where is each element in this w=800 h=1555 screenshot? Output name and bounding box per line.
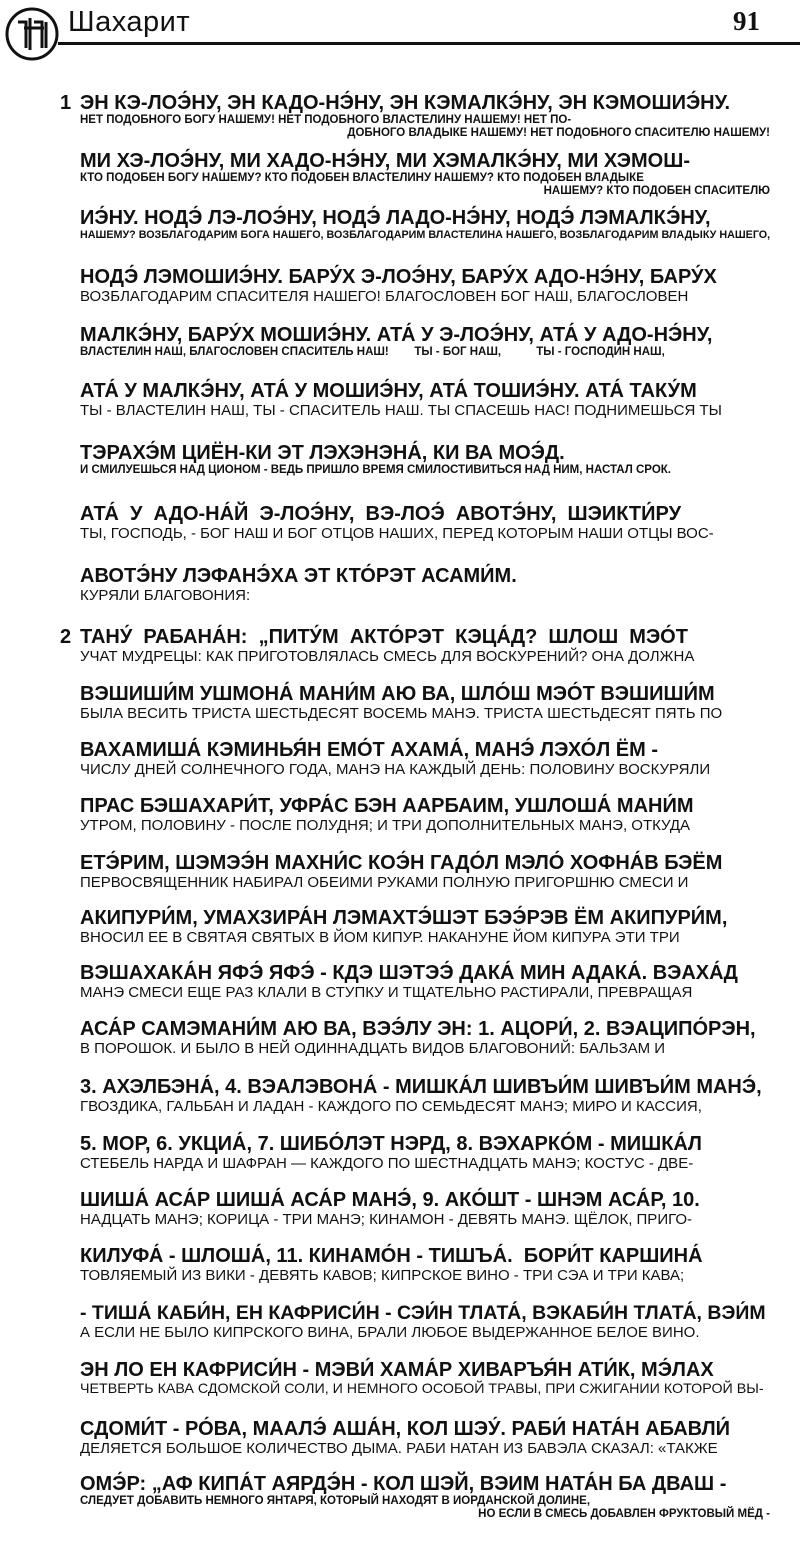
page-header (0, 0, 800, 70)
translation: СТЕБЕЛЬ НАРДА И ШАФРАН — КАЖДОГО ПО ШЕСТНАДЦАТЬ МАНЭ; КОСТУС - ДВЕ- (80, 1155, 694, 1172)
text-line (80, 442, 770, 477)
translation: ВОЗБЛАГОДАРИМ СПАСИТЕЛЯ НАШЕГО! БЛАГОСЛОВЕН БОГ НАШ, БЛАГОСЛОВЕН (80, 288, 689, 305)
transliteration: ЭН ЛО ЕН КАФРИСИ́Н - МЭВИ́ ХАМА́Р ХИВАРЪЯ́Н АТИ́К, МЭ́ЛАХ (80, 1359, 714, 1381)
text-line (80, 266, 770, 305)
transliteration: 3. АХЭЛБЭНА́, 4. ВЭАЛЭВОНА́ - МИШКА́Л ШИВЪИ́М ШИВЪИ́М МАНЭ́, (80, 1076, 762, 1098)
text-line (80, 683, 770, 722)
text-line (80, 1133, 770, 1172)
transliteration: ВАХАМИША́ КЭМИНЬЯ́Н ЕМО́Т АХАМА́, МАНЭ́ ЛЭХО́Л ЁМ - (80, 739, 659, 761)
text-line (80, 92, 770, 140)
translation: УЧАТ МУДРЕЦЫ: КАК ПРИГОТОВЛЯЛАСЬ СМЕСЬ ДЛЯ ВОСКУРЕНИЙ? ОНА ДОЛЖНА (80, 648, 695, 665)
text-line (80, 1189, 770, 1228)
text-line (80, 380, 770, 419)
translation: НАШЕМУ? ВОЗБЛАГОДАРИМ БОГА НАШЕГО, ВОЗБЛАГОДАРИМ ВЛАСТЕЛИНА НАШЕГО, ВОЗБЛАГОДАРИМ ВЛАДЫКУ НАШЕГО, (80, 229, 771, 241)
translation: А ЕСЛИ НЕ БЫЛО КИПРСКОГО ВИНА, БРАЛИ ЛЮБОЕ ВЫДЕРЖАННОЕ БЕЛОЕ ВИНО. (80, 1324, 700, 1341)
header-rule (58, 42, 800, 45)
text-line (80, 795, 770, 834)
transliteration: МАЛКЭ́НУ, БАРУ́Х МОШИЭ́НУ. АТА́ У Э-ЛОЭ́НУ, АТА́ У АДО-НЭ́НУ, (80, 324, 713, 346)
translation: БЫЛА ВЕСИТЬ ТРИСТА ШЕСТЬДЕСЯТ ВОСЕМЬ МАНЭ. ТРИСТА ШЕСТЬДЕСЯТ ПЯТЬ ПО (80, 705, 723, 722)
translation: В ПОРОШОК. И БЫЛО В НЕЙ ОДИННАДЦАТЬ ВИДОВ БЛАГОВОНИЙ: БАЛЬЗАМ И (80, 1040, 666, 1057)
transliteration: ИЭ́НУ. НОДЭ́ ЛЭ-ЛОЭ́НУ, НОДЭ́ ЛАДО-НЭ́НУ, НОДЭ́ ЛЭМАЛКЭ́НУ, (80, 207, 711, 229)
transliteration: - ТИША́ КАБИ́Н, ЕН КАФРИСИ́Н - СЭИ́Н ТЛАТА́, ВЭКАБИ́Н ТЛАТА́, ВЭИ́М (80, 1302, 766, 1324)
translation: КУРЯЛИ БЛАГОВОНИЯ: (80, 587, 251, 604)
text-line (80, 1473, 770, 1521)
translation: ЧИСЛУ ДНЕЙ СОЛНЕЧНОГО ГОДА, МАНЭ НА КАЖДЫЙ ДЕНЬ: ПОЛОВИНУ ВОСКУРЯЛИ (80, 761, 711, 778)
transliteration: ВЭШАХАКА́Н ЯФЭ́ ЯФЭ́ - КДЭ ШЭТЭЭ́ ДАКА́ МИН АДАКА́. ВЭАХА́Д (80, 962, 738, 984)
translation: ТЫ - ВЛАСТЕЛИН НАШ, ТЫ - СПАСИТЕЛЬ НАШ. ТЫ СПАСЕШЬ НАС! ПОДНИМЕШЬСЯ ТЫ (80, 402, 722, 419)
transliteration: АТА́ У МАЛКЭ́НУ, АТА́ У МОШИЭ́НУ, АТА́ ТОШИЭ́НУ. АТА́ ТАКУ́М (80, 380, 697, 402)
translation: СЛЕДУЕТ ДОБАВИТЬ НЕМНОГО ЯНТАРЯ, КОТОРЫЙ НАХОДЯТ В ИОРДАНСКОЙ ДОЛИНЕ, (80, 1495, 591, 1507)
translation: ВЛАСТЕЛИН НАШ, БЛАГОСЛОВЕН СПАСИТЕЛЬ НАШ! ТЫ - БОГ НАШ, ТЫ - ГОСПОДИН НАШ, (80, 346, 665, 358)
translation: НО ЕСЛИ В СМЕСЬ ДОБАВЛЕН ФРУКТОВЫЙ МЁД - (478, 1508, 770, 1520)
text-line (80, 324, 770, 359)
translation: МАНЭ СМЕСИ ЕЩЕ РАЗ КЛАЛИ В СТУПКУ И ТЩАТЕЛЬНО РАСТИРАЛИ, ПРЕВРАЩАЯ (80, 984, 693, 1001)
text-line (80, 207, 770, 242)
transliteration: ЕТЭ́РИМ, ШЭМЭЭ́Н МАХНИ́С КОЭ́Н ГАДО́Л МЭЛО́ ХОФНА́В БЭЁМ (80, 852, 723, 874)
transliteration: ОМЭ́Р: „АФ КИПА́Т АЯРДЭ́Н - КОЛ ШЭЙ, ВЭИМ НАТА́Н БА ДВАШ - (80, 1473, 727, 1495)
translation: ДОБНОГО ВЛАДЫКЕ НАШЕМУ! НЕТ ПОДОБНОГО СПАСИТЕЛЮ НАШЕМУ! (347, 127, 770, 139)
translation: ГВОЗДИКА, ГАЛЬБАН И ЛАДАН - КАЖДОГО ПО СЕМЬДЕСЯТ МАНЭ; МИРО И КАССИЯ, (80, 1098, 702, 1115)
transliteration: АТА́ У АДО-НА́Й Э-ЛОЭ́НУ, ВЭ-ЛОЭ́ АВОТЭ́НУ, ШЭИКТИ́РУ (80, 503, 682, 525)
transliteration: ВЭШИШИ́М УШМОНА́ МАНИ́М АЮ ВА, ШЛО́Ш МЭО́Т ВЭШИШИ́М (80, 683, 715, 705)
transliteration: АСА́Р САМЭМАНИ́М АЮ ВА, ВЭЭ́ЛУ ЭН: 1. АЦОРИ́, 2. ВЭАЦИПО́РЭН, (80, 1018, 756, 1040)
translation: И СМИЛУЕШЬСЯ НАД ЦИОНОМ - ВЕДЬ ПРИШЛО ВРЕМЯ СМИЛОСТИВИТЬСЯ НАД НИМ, НАСТАЛ СРОК. (80, 464, 671, 476)
text-line (80, 907, 770, 946)
book-logo-icon (4, 4, 60, 64)
transliteration: НОДЭ́ ЛЭМОШИЭ́НУ. БАРУ́Х Э-ЛОЭ́НУ, БАРУ́Х АДО-НЭ́НУ, БАРУ́Х (80, 266, 717, 288)
text-line (80, 852, 770, 891)
transliteration: ЭН КЭ-ЛОЭ́НУ, ЭН КАДО-НЭ́НУ, ЭН КЭМАЛКЭ́НУ, ЭН КЭМОШИЭ́НУ. (80, 92, 731, 114)
translation: НАШЕМУ? КТО ПОДОБЕН СПАСИТЕЛЮ (543, 185, 770, 197)
page-number: 91 (733, 6, 760, 36)
translation: ПЕРВОСВЯЩЕННИК НАБИРАЛ ОБЕИМИ РУКАМИ ПОЛНУЮ ПРИГОРШНЮ СМЕСИ И (80, 874, 689, 891)
transliteration: СДОМИ́Т - РО́ВА, МААЛЭ́ АША́Н, КОЛ ШЭУ́. РАБИ́ НАТА́Н АБАВЛИ́ (80, 1418, 731, 1440)
translation: ВНОСИЛ ЕЕ В СВЯТАЯ СВЯТЫХ В ЙОМ КИПУР. НАКАНУНЕ ЙОМ КИПУРА ЭТИ ТРИ (80, 929, 680, 946)
text-line (80, 503, 770, 542)
transliteration: ПРАС БЭШАХАРИ́Т, УФРА́С БЭН ААРБАИМ, УШЛОША́ МАНИ́М (80, 795, 694, 817)
transliteration: АКИПУРИ́М, УМАХЗИРА́Н ЛЭМАХТЭ́ШЭТ БЭЭ́РЭВ ЁМ АКИПУРИ́М, (80, 907, 728, 929)
section-number: 2 (60, 626, 72, 648)
text-line (80, 1418, 770, 1457)
text-line (80, 1359, 770, 1398)
transliteration: МИ ХЭ-ЛОЭ́НУ, МИ ХАДО-НЭ́НУ, МИ ХЭМАЛКЭ́НУ, МИ ХЭМОШ- (80, 150, 690, 172)
transliteration: ТЭРАХЭ́М ЦИЁН-КИ ЭТ ЛЭХЭНЭНА́, КИ ВА МОЭ́Д. (80, 442, 565, 464)
translation: ЧЕТВЕРТЬ КАВА СДОМСКОЙ СОЛИ, И НЕМНОГО ОСОБОЙ ТРАВЫ, ПРИ СЖИГАНИИ КОТОРОЙ ВЫ- (80, 1381, 764, 1397)
page-title: Шахарит (68, 6, 191, 38)
text-line (80, 962, 770, 1001)
translation: УТРОМ, ПОЛОВИНУ - ПОСЛЕ ПОЛУДНЯ; И ТРИ ДОПОЛНИТЕЛЬНЫХ МАНЭ, ОТКУДА (80, 817, 691, 834)
text-line (80, 565, 770, 604)
text-line (80, 626, 770, 665)
text-line (80, 1018, 770, 1057)
translation: НАДЦАТЬ МАНЭ; КОРИЦА - ТРИ МАНЭ; КИНАМОН - ДЕВЯТЬ МАНЭ. ЩЁЛОК, ПРИГО- (80, 1211, 693, 1228)
translation: ТОВЛЯЕМЫЙ ИЗ ВИКИ - ДЕВЯТЬ КАВОВ; КИПРСКОЕ ВИНО - ТРИ СЭА И ТРИ КАВА; (80, 1267, 685, 1284)
translation: ДЕЛЯЕТСЯ БОЛЬШОЕ КОЛИЧЕСТВО ДЫМА. РАБИ НАТАН ИЗ БАВЭЛА СКАЗАЛ: «ТАКЖЕ (80, 1440, 718, 1457)
text-line (80, 150, 770, 198)
text-line (80, 1076, 770, 1115)
text-line (80, 739, 770, 778)
section-number: 1 (60, 92, 72, 114)
transliteration: КИЛУФА́ - ШЛОША́, 11. КИНАМО́Н - ТИШЪА́. БОРИ́Т КАРШИНА́ (80, 1245, 703, 1267)
transliteration: ШИША́ АСА́Р ШИША́ АСА́Р МАНЭ́, 9. АКО́ШТ - ШНЭМ АСА́Р, 10. (80, 1189, 700, 1211)
translation: КТО ПОДОБЕН БОГУ НАШЕМУ? КТО ПОДОБЕН ВЛАСТЕЛИНУ НАШЕМУ? КТО ПОДОБЕН ВЛАДЫКЕ (80, 172, 644, 184)
translation: НЕТ ПОДОБНОГО БОГУ НАШЕМУ! НЕТ ПОДОБНОГО ВЛАСТЕЛИНУ НАШЕМУ! НЕТ ПО- (80, 114, 572, 126)
transliteration: 5. МОР, 6. УКЦИА́, 7. ШИБО́ЛЭТ НЭРД, 8. ВЭХАРКО́М - МИШКА́Л (80, 1133, 702, 1155)
translation: ТЫ, ГОСПОДЬ, - БОГ НАШ И БОГ ОТЦОВ НАШИХ, ПЕРЕД КОТОРЫМ НАШИ ОТЦЫ ВОС- (80, 525, 714, 542)
transliteration: ТАНУ́ РАБАНА́Н: „ПИТУ́М АКТО́РЭТ КЭЦА́Д? ШЛОШ МЭО́Т (80, 626, 688, 648)
text-line (80, 1302, 770, 1341)
text-line (80, 1245, 770, 1284)
transliteration: АВОТЭ́НУ ЛЭФАНЭ́ХА ЭТ КТО́РЭТ АСАМИ́М. (80, 565, 517, 587)
